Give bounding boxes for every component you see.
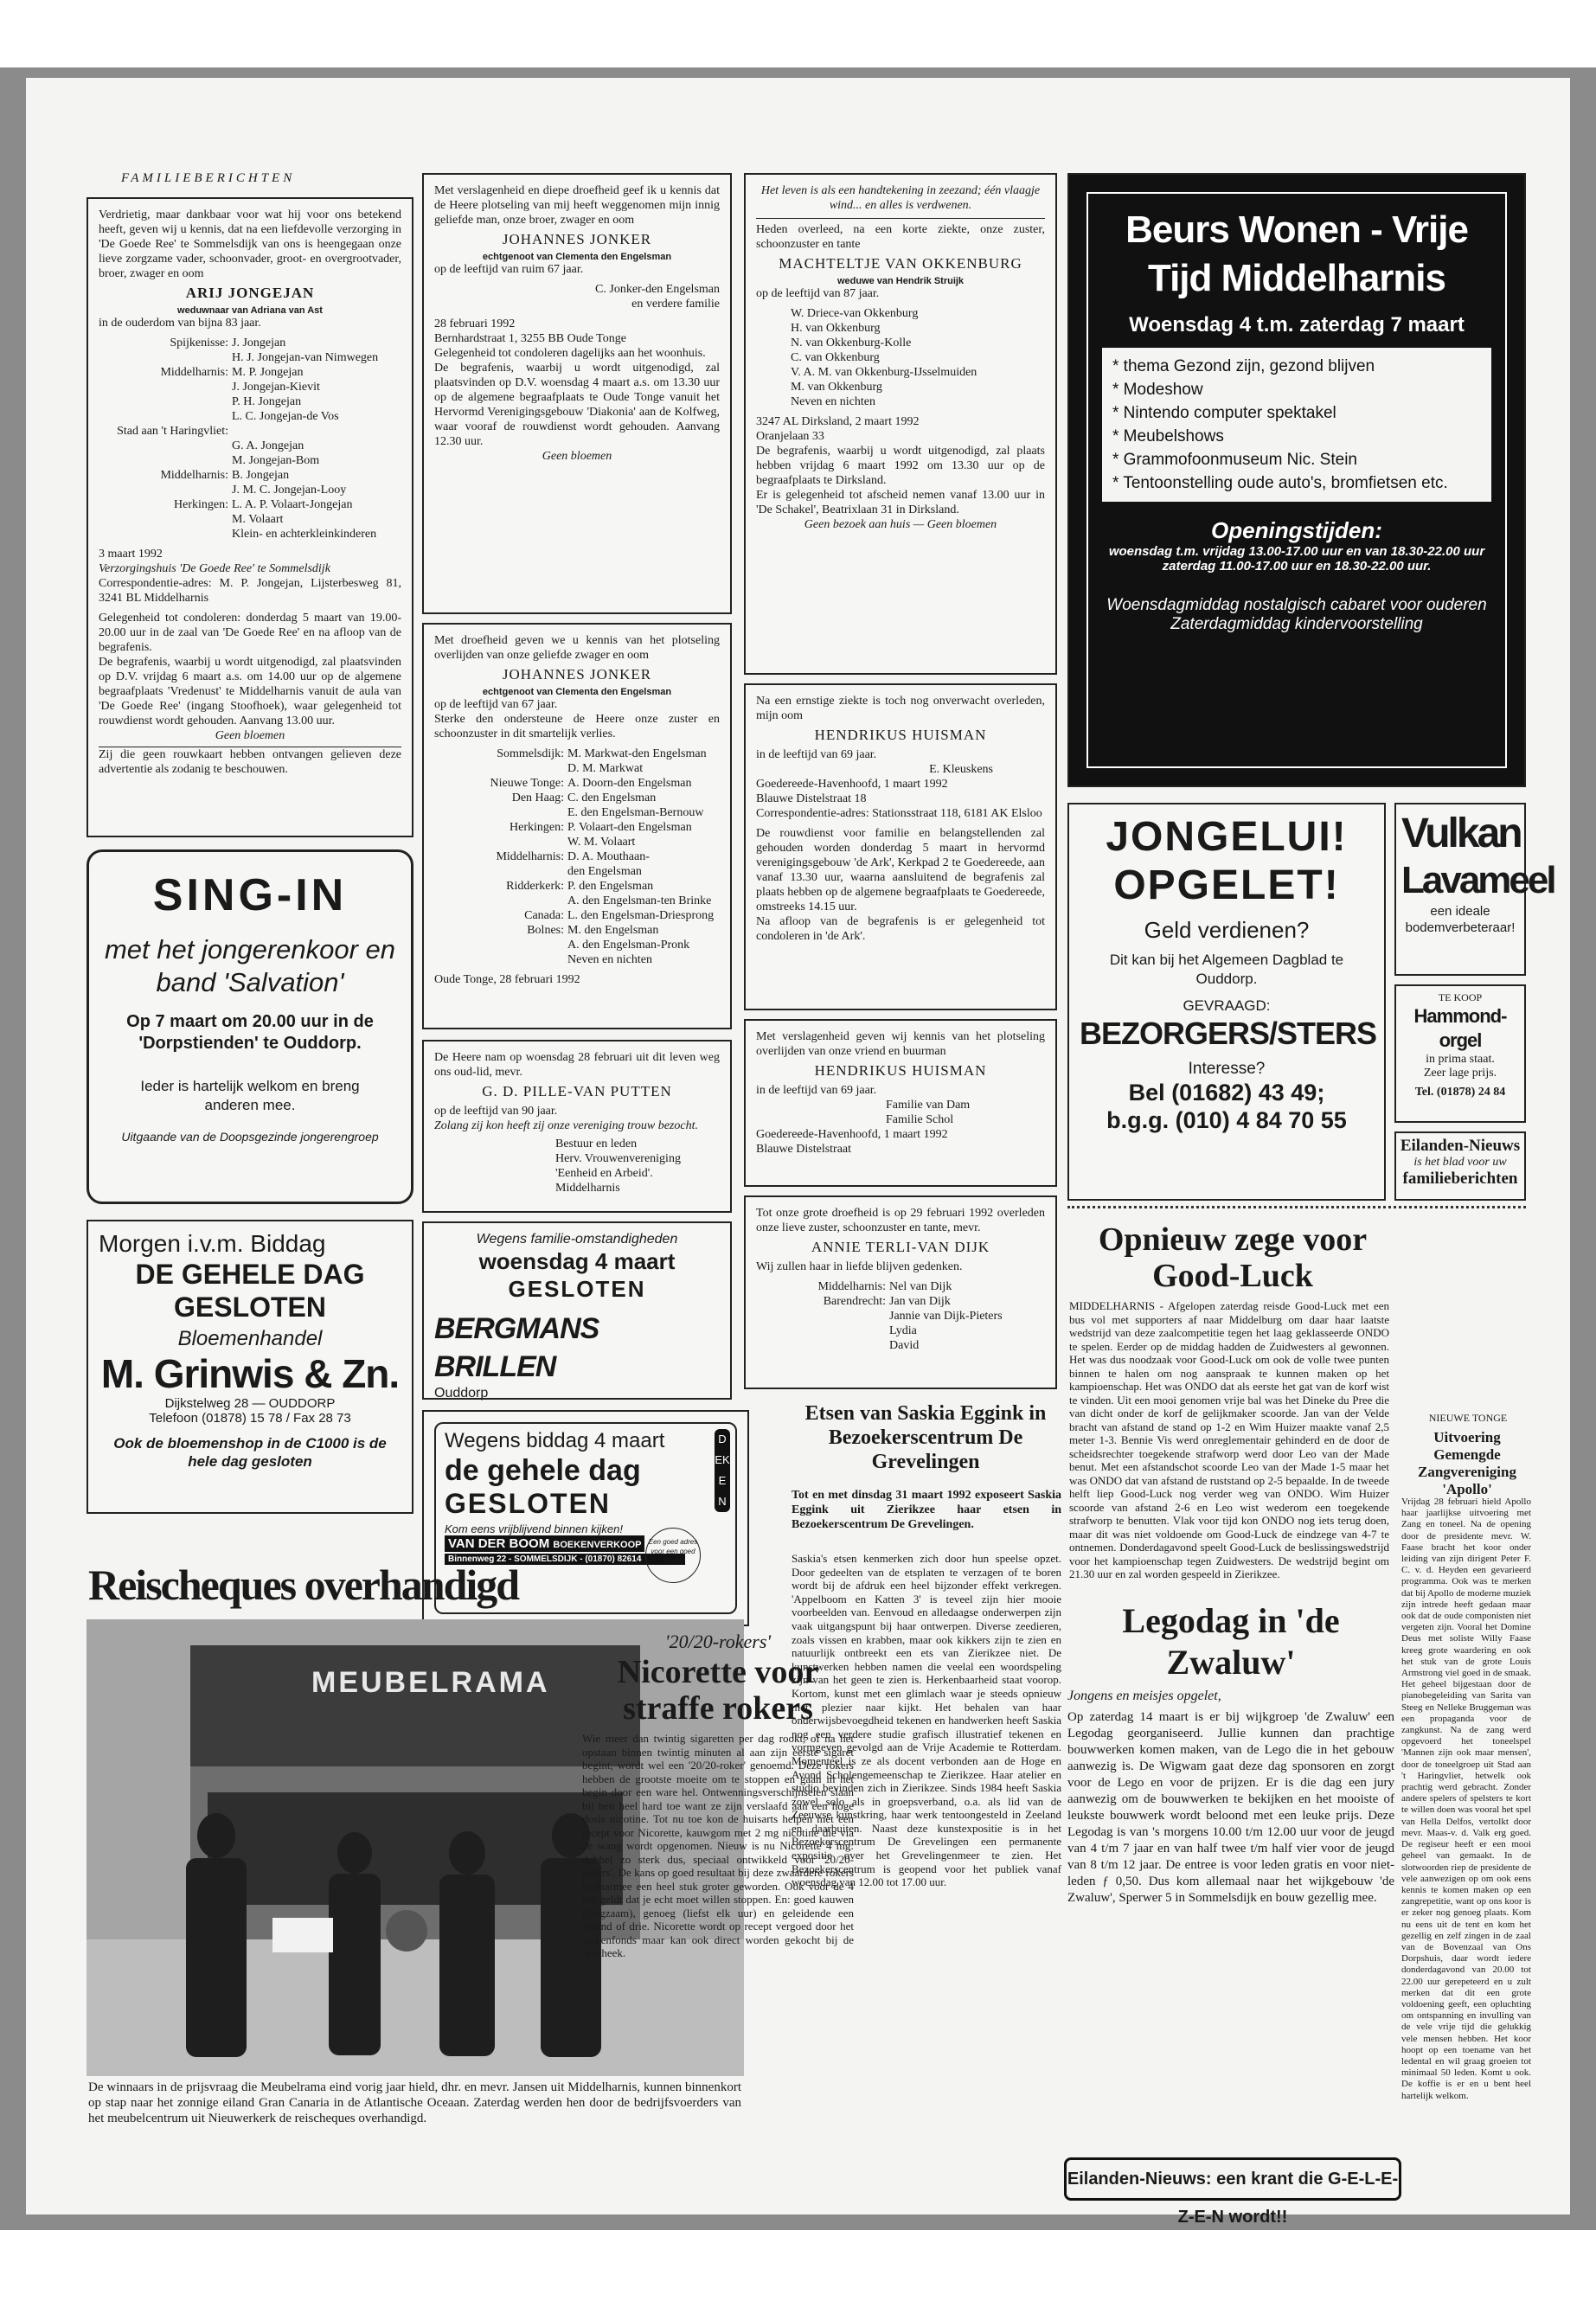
deceased-name: ARIJ JONGEJAN — [185, 285, 315, 301]
family-row — [99, 512, 401, 527]
family-member: Lydia — [889, 1324, 917, 1337]
family-row — [99, 468, 401, 483]
line4: Kom eens vrijblijvend binnen kijken! — [445, 1522, 623, 1535]
place: Ouddorp — [434, 1386, 489, 1400]
family-place — [99, 409, 232, 424]
family-list — [756, 1279, 1045, 1353]
family-member: D. A. Mouthaan- — [567, 850, 650, 863]
subtitle: met het jongerenkoor en band 'Salvation' — [104, 934, 396, 997]
correspondence: Correspondentie-adres: Stationsstraat 118, 6181 AK Elsloo — [756, 807, 1042, 820]
family-member: M. van Okkenburg — [791, 381, 882, 394]
when: Op 7 maart om 20.00 uur in de 'Dorpstienden' te Ouddorp. — [126, 1012, 374, 1053]
family-member: L. den Engelsman-Driesprong — [567, 909, 715, 922]
line3: in prima staat. — [1426, 1053, 1495, 1066]
ad-eilanden-nieuws — [1394, 1131, 1526, 1201]
note: Zij die geen rouwkaart hebben ontvangen gelieven deze advertentie als zodanig te beschouwen. — [99, 748, 401, 776]
family-place: Spijkenisse: — [170, 336, 228, 349]
family-member: A. Doorn-den Engelsman — [567, 777, 692, 790]
intro: Tot onze grote droefheid is op 29 februari 1992 overleden onze lieve zuster, schoonzuster en tante, mevr. — [756, 1207, 1045, 1234]
text: Sterke den ondersteune de Heere onze zuster en schoonzuster in dit smartelijk verlies. — [434, 713, 720, 740]
obituary-jonker-1 — [422, 173, 732, 614]
family-row — [99, 483, 401, 497]
family-place — [756, 1309, 889, 1324]
family-row — [434, 894, 720, 908]
family-place: Stad aan 't Haringvliet: — [117, 425, 228, 438]
family-row — [434, 879, 720, 894]
no-flowers: Geen bloemen — [215, 729, 285, 742]
program-item: * Modeshow — [1112, 381, 1203, 399]
family-place: Bolnes: — [527, 924, 564, 937]
family-row — [434, 849, 720, 864]
family-member: M. den Engelsman — [567, 924, 659, 937]
family-member: Jannie van Dijk-Pieters — [889, 1310, 1003, 1323]
deceased-name: G. D. PILLE-VAN PUTTEN — [482, 1083, 672, 1099]
family-place: Ridderkerk: — [506, 880, 564, 893]
nicorette-body: Wie meer dan twintig sigaretten per dag rookt, of na het opstaan binnen twintig minuten al aan zijn eerste sigaret begint, wordt wel een '20/20-roker' genoemd. Deze rokers hebben de grootste moeite om te stoppen en gaan in het begin door een ware hel. Ontwenningsverschijnselen slaan bij hen heel hard toe want ze zijn verslaafd aan een hoge dosis nicotine. Tot nu toe kon de huisarts helpen met een recept voor Nicorette, kauwgom met 2 mg nicotine die via de wang wordt opgenomen. Nieuw is nu Nicorette 4 mg: dubbel zo sterk dus, speciaal ontwikkeld voor '20/20-rokers'. De kans op goed resultaat bij deze zwaardere rokers is daarmee een heel stuk groter geworden. Ook voor de 4 mg geldt dat je echt moet willen stoppen. En: goed kauwen (langzaam), genoeg (liefst elk uur) en geleidende een maand of drie. Nicorette wordt op recept vergoed door het ziekenfonds maar kan ook direct worden gekocht bij de apotheek. — [582, 1732, 854, 1959]
obituary-pille — [422, 1040, 732, 1213]
signer: E. Kleuskens — [929, 763, 993, 776]
address: Blauwe Distelstraat — [756, 1143, 852, 1156]
family-member: A. den Engelsman-Pronk — [567, 939, 690, 952]
line2: woensdag 4 maart — [478, 1248, 676, 1274]
phone: Telefoon (01878) 15 78 / Fax 28 73 — [149, 1411, 351, 1426]
body: Op zaterdag 14 maart is er bij wijkgroep 'de Zwaluw' een Legodag georganiseerd. Jullie kunnen dan prachtige bouwwerken komen maken, van de Lego die in het gebouw aanwezig is. De Wigwam gaat deze dag sponsoren en zorgt voor de Lego en voor de prijzen. Er is die dag een jury aanwezig om de bouwwerken te bekijken en het mooiste of leukste bouwwerk wordt beloond met een leuke prijs. Deze Legodag is van 's morgens 10.00 t/m 12.00 uur voor de jeugd van 4 t/m 7 jaar en van half twee t/m half vier voor de jeugd van 8 t/m 12 jaar. De entree is voor leden gratis en voor niet-leden ƒ 0,50. Dus kom allemaal naar het wijkgebouw 'de Zwaluw', Sperwer 5 in Sommelsdijk en bouw gezellig mee. — [1067, 1710, 1394, 1905]
age: in de leeftijd van 69 jaar. — [756, 748, 877, 761]
family-row — [756, 1338, 1045, 1353]
opening-1: woensdag t.m. vrijdag 13.00-17.00 uur en van 18.30-22.00 uur — [1108, 544, 1485, 559]
family-place — [434, 894, 567, 908]
family-row — [434, 747, 720, 761]
shop-name: M. Grinwis & Zn. — [100, 1351, 400, 1396]
no-flowers: Geen bloemen — [542, 450, 612, 463]
family-member: J. Jongejan — [232, 336, 286, 349]
family-row — [99, 497, 401, 512]
family-row — [434, 908, 720, 923]
family-place: Middelharnis: — [160, 469, 228, 482]
badge: Een goed adres voor een goed boek! — [645, 1528, 701, 1583]
family-member: V. A. M. van Okkenburg-IJsselmuiden — [791, 366, 977, 379]
ad-bergmans — [422, 1221, 732, 1400]
opening-title: Openingstijden: — [1211, 517, 1382, 543]
no-flowers: Geen bezoek aan huis — Geen bloemen — [804, 518, 997, 531]
family-member: W. M. Volaart — [567, 836, 636, 849]
family-place — [99, 439, 232, 453]
family-place — [99, 527, 232, 542]
family-row — [99, 409, 401, 424]
family-place: Canada: — [524, 909, 564, 922]
footer-banner: Eilanden-Nieuws: een krant die G-E-L-E-Z-E-N wordt!! — [1064, 2157, 1401, 2201]
line1: TE KOOP — [1438, 991, 1483, 1003]
family-member: M. P. Jongejan — [232, 366, 304, 379]
intro: Met verslagenheid en diepe droefheid geef ik u kennis dat de Heere plotseling van mij heeft weggenomen mijn innig geliefde man, onze broer, zwager en oom — [434, 184, 720, 227]
obituary-huisman-1 — [744, 683, 1057, 1010]
family-place: Middelharnis: — [817, 1280, 886, 1293]
age: in de leeftijd van 69 jaar. — [756, 1084, 877, 1097]
place: Oude Tonge, 28 februari 1992 — [434, 973, 580, 986]
family-member: J. M. C. Jongejan-Looy — [232, 484, 347, 497]
place: Verzorgingshuis 'De Goede Ree' te Sommelsdijk — [99, 562, 330, 575]
photo-sign: MEUBELRAMA — [311, 1666, 550, 1699]
family-place — [99, 394, 232, 409]
family-member: Neven en nichten — [567, 953, 652, 966]
family-row — [99, 453, 401, 468]
age: op de leeftijd van 87 jaar. — [756, 287, 880, 300]
spouse: weduwnaar van Adriana van Ast — [177, 305, 323, 316]
line4: Dit kan bij het Algemeen Dagblad te Ouddorp. — [1109, 952, 1344, 987]
family-member: H. J. Jongejan-van Nimwegen — [232, 351, 379, 364]
family-row — [756, 1309, 1045, 1324]
family-member: Jan van Dijk — [889, 1295, 951, 1308]
line2: de gehele dag — [445, 1454, 641, 1487]
family-row — [99, 439, 401, 453]
intro: Verdrietig, maar dankbaar voor wat hij voor ons betekend heeft, geven wij u kennis, dat na een liefdevolle verzorging in 'De Goede Ree' te Sommelsdijk van ons is heengegaan onze lieve zorgzame vader, schoonvader, groot- en overgrootvader, broer, zwager en oom — [99, 208, 401, 280]
family-row — [434, 864, 720, 879]
program-item: * Tentoonstelling oude auto's, bromfietsen etc. — [1112, 474, 1448, 492]
family-member: Klein- en achterkleinkinderen — [232, 528, 377, 541]
shop-name — [445, 1535, 644, 1552]
headline-reischeques: Reischeques overhandigd — [88, 1561, 519, 1609]
line1: Vulkan — [1401, 811, 1521, 856]
eggink-body: Saskia's etsen kenmerken zich door hun speelse opzet. Door gedeelten van de etsplaten te verzagen of te boren wordt bij de afdruk een heel bijzonder effekt verkregen. 'Appelboom en Katten 3' is teveel zijn hier mooie voorbeelden van. Eenvoud en alledaagse onderwerpen zijn vaak uitgangspunt bij haar ontwerpen. Diverse zeedieren, zoals vissen en krabben, maar ook kikkers zijn te zien en natuurlijk ontbreekt een ets van Zierikzee niet. De kunstwerken hebben namen die veelal een woordspeling zijn van het geen te zien is. Herkenbaarheid staat voorop. Kortom, kunst met een glimlach waar je steeds opnieuw met plezier naar kijkt. Het behalen van haar onderwijsbevoegdheid tekenen en handwerken heeft Saskia nog een verdere studie grafisch illustratief tekenen en vormgeven gevolgd aan de Vrije Academie te Rotterdam. Momenteel is ze als docent verbonden aan de Hoge en Avond Scholengemeenschap te Zierikzee. Haar atelier en studio bevinden zich in Zierikzee. Sinds 1984 heeft Saskia zowel solo als in groepsverband, o.a. als lid van de Zeeuwse kunstkring, haar werk tentoongesteld in Zeeland en daarbuiten. Naast deze kunstexpositie is in het Bezoekerscentrum De Grevelingen een permanente expositie over het Grevelingenmeer te zien. Het Bezoekerscentrum is geopend voor het publiek vanaf woensdag van 12.00 tot 17.00 uur. — [792, 1552, 1061, 1889]
line8: Bel (01682) 43 49; — [1128, 1080, 1325, 1106]
saturday: Zaterdagmiddag kindervoorstelling — [1170, 615, 1423, 633]
line5: Tel. (01878) 24 84 — [1414, 1086, 1506, 1099]
family-place: Herkingen: — [174, 498, 228, 511]
welcome: Ieder is hartelijk welkom en breng anderen mee. — [140, 1078, 360, 1113]
family-place: Den Haag: — [511, 792, 564, 804]
deceased-name: HENDRIKUS HUISMAN — [814, 1062, 987, 1079]
line3: GESLOTEN — [173, 1292, 326, 1323]
family-member: B. Jongejan — [232, 469, 290, 482]
family-member: C. den Engelsman — [567, 792, 657, 804]
shop-name-text: VAN DER BOOM — [448, 1536, 550, 1551]
deceased-name: ANNIE TERLI-VAN DIJK — [811, 1239, 990, 1255]
sign-line: Middelharnis — [555, 1182, 620, 1195]
family-place — [99, 483, 232, 497]
obituary-van-okkenburg — [744, 173, 1057, 675]
date: 3 maart 1992 — [99, 548, 163, 561]
family-member: L. C. Jongejan-de Vos — [232, 410, 339, 423]
family-member: D. M. Markwat — [567, 762, 644, 775]
nicorette-headline: Nicorette voor straffe rokers — [617, 1654, 819, 1727]
nicorette-kicker: '20/20-rokers' — [664, 1631, 772, 1652]
family-row — [99, 424, 401, 439]
funeral: De begrafenis, waarbij u wordt uitgenodigd, zal plaats hebben vrijdag 6 maart 1992 om 13.30 uur op de begraafplaats te Dirksland. — [756, 445, 1045, 487]
family-place — [99, 380, 232, 394]
family-row — [434, 761, 720, 776]
line7: Interesse? — [1188, 1060, 1266, 1078]
article-legodag — [1067, 1600, 1394, 2163]
obituary-jongejan — [87, 197, 413, 837]
family-row — [756, 1324, 1045, 1338]
address: Blauwe Distelstraat 18 — [756, 792, 867, 805]
intro: Heden overleed, na een korte ziekte, onze zuster, schoonzuster en tante — [756, 218, 1045, 252]
apollo-headline: Uitvoering Gemengde Zangvereniging 'Apollo' — [1418, 1429, 1516, 1497]
family-place: Middelharnis: — [496, 850, 564, 863]
line2: OPGELET! — [1113, 862, 1340, 908]
apollo-kicker: NIEUWE TONGE — [1428, 1412, 1508, 1424]
family-row — [99, 336, 401, 350]
family-member: J. Jongejan-Kievit — [232, 381, 320, 394]
text: Zolang zij kon heeft zij onze vereniging trouw bezocht. — [434, 1119, 698, 1132]
footnote: Ook de bloemenshop in de C1000 is de hele dag gesloten — [113, 1435, 387, 1470]
family-place — [434, 835, 567, 849]
goodluck-body-1 — [1069, 1299, 1389, 1593]
line1: Morgen i.v.m. Biddag — [99, 1230, 326, 1257]
family-place: Middelharnis: — [160, 366, 228, 379]
program-item: * Nintendo computer spektakel — [1112, 404, 1336, 422]
family-row — [434, 791, 720, 805]
shop-name: BERGMANS BRILLEN — [434, 1312, 599, 1383]
family-member: M. Markwat-den Engelsman — [567, 747, 707, 760]
family-row — [434, 938, 720, 952]
condolence: Gelegenheid tot condoleren dagelijks aan het woonhuis. — [434, 347, 706, 360]
newspaper-page — [26, 78, 1570, 2227]
eggink-lead: Tot en met dinsdag 31 maart 1992 exposeert Saskia Eggink uit Zierikzee haar etsen in Bezoekerscentrum De Grevelingen. — [792, 1489, 1061, 1531]
intro: Na een ernstige ziekte is toch nog onverwacht overleden, mijn oom — [756, 695, 1045, 722]
intro: Met verslagenheid geven wij kennis van het plotseling overlijden van onze vriend en buurman — [756, 1030, 1045, 1058]
line6: BEZORGERS/STERS — [1080, 1016, 1377, 1051]
family-place — [99, 453, 232, 468]
family-member: M. Volaart — [232, 513, 284, 526]
side-label: DEKEN — [715, 1429, 730, 1512]
line2: DE GEHELE DAG — [135, 1259, 365, 1290]
shop-type: Bloemenhandel — [177, 1327, 323, 1350]
family-place: Barendrecht: — [823, 1295, 886, 1308]
funeral: De begrafenis, waarbij u wordt uitgenodigd, zal plaatsvinden op D.V. woensdag 4 maart a.s. om 13.30 uur op de algemene begraafplaats te Oude Tonge vanuit het Hervormd Verenigingsgebouw 'Diakonia' aan de Kolfweg, waar vooraf de rouwdienst wordt gehouden. Aanvang 12.30 uur. — [434, 362, 720, 448]
ad-beurs — [1067, 173, 1526, 787]
family-member: den Engelsman — [567, 865, 642, 878]
title: SING-IN — [152, 870, 348, 920]
intro: De Heere nam op woensdag 28 februari uit dit leven weg ons oud-lid, mevr. — [434, 1051, 720, 1079]
family-member: N. van Okkenburg-Kolle — [791, 336, 912, 349]
family-row — [434, 835, 720, 849]
family-row — [434, 820, 720, 835]
address: Dijkstelweg 28 — OUDDORP — [164, 1396, 336, 1411]
spouse: echtgenoot van Clementa den Engelsman — [482, 687, 672, 697]
obituary-jonker-2 — [422, 623, 732, 1029]
family-place: Sommelsdijk: — [497, 747, 564, 760]
age: op de leeftijd van 67 jaar. — [434, 698, 558, 711]
family-place — [434, 805, 567, 820]
line5: GEVRAAGD: — [1183, 997, 1271, 1014]
family-member: C. van Okkenburg — [791, 351, 880, 364]
signature — [555, 1137, 720, 1195]
date: Goedereede-Havenhoofd, 1 maart 1992 — [756, 1128, 948, 1141]
family-member: Nel van Dijk — [889, 1280, 952, 1293]
family-place — [434, 952, 567, 967]
age: in de ouderdom van bijna 83 jaar. — [99, 317, 261, 330]
program — [1102, 348, 1491, 502]
family-row — [434, 952, 720, 967]
photo-caption: De winnaars in de prijsvraag die Meubelrama eind vorig jaar hield, dhr. en mevr. Jansen uit Middelharnis, kunnen binnenkort op stap naar het zonnige eiland Gran Canaria in de Atlantische Oceaan. Zaterdag werden hen door de bedrijfsvoerders van het meubelcentrum uit Nieuwerkerk de reischeques overhandigd. — [88, 2080, 741, 2125]
line3: GESLOTEN — [508, 1276, 646, 1302]
line1: Eilanden-Nieuws — [1400, 1137, 1521, 1155]
program-item: * thema Gezond zijn, gezond blijven — [1112, 357, 1375, 375]
opening-2: zaterdag 11.00-17.00 uur en 18.30-22.00 uur. — [1162, 559, 1432, 574]
line9: b.g.g. (010) 4 84 70 55 — [1106, 1107, 1347, 1133]
line3: een ideale bodemverbeteraar! — [1405, 904, 1516, 935]
family-place — [99, 512, 232, 527]
funeral: De begrafenis, waarbij u wordt uitgenodigd, zal plaatsvinden op D.V. vrijdag 6 maart a.s. om 14.00 uur op de algemene begraafplaats 'Vredenust' te Middelharnis vanuit de aula van 'De Goede Ree' (ingang Stoofhoek), waar gelegenheid tot rouwdienst wordt gehouden. Aanvang 13.00 uur. — [99, 656, 401, 727]
spouse: echtgenoot van Clementa den Engelsman — [482, 252, 672, 262]
apollo-body: Vrijdag 28 februari hield Apollo haar jaarlijkse uitvoering met Zang en toneel. Na de opening door de presidente mevr. W. Faase bracht het koor onder leiding van zijn dirigent Peter F. C. v. d. Heyden een gevarieerd programma. Ook was te merken dat bij Apollo de moderne muziek zijn intrede heeft gedaan maar ook dat de oude componisten niet vergeten zijn. Vooral het Domine Deus met soliste Willy Faase kreeg grote waardering en ook het stuk van de grote Louis Armstrong viel goed in de smaak. Het geheel bijgestaan door de pianobegeleiding van Sarita van Steeg en Nelleke Bruggeman was een propaganda voor de zangkunst. Na de zang werd opgevoerd het toneelspel 'Mannen zijn ook maar mensen', door de toneelgroep uit Stad aan 't Haringvliet, hetwelk ook prachtig werd gebracht. Zonder andere spelers of spelsters te kort te willen doen was vooral het spel van Hella Delfos, vertolkt door mevr. Maas-v. d. Valk erg goed. De regiseur heeft er een mooi geheel van gemaakt. In de slotwoorden riep de presidente de vele aanwezigen op om ook eens kennis te komen maken op een zangrepetitie, want op ons koor is er zeker nog genoeg plaats. Kom nu eens uit de tent en kom het gezellig en zelf zingen in de zaal van de Bovenzaal van Ons Dorpshuis, daar wordt iedere donderdagavond van 20.00 tot 22.00 uur gerepeteerd en u zult merken dat dit een grote voldoening geeft, een opluchting om ontspanning en invulling van de vele vrije tijd die gelukkig vele mensen hebben. Het koor hoopt op een toename van het ledental en wil graag groeien tot minimaal 50 leden. Komt u ook. De koffie is er en u bent heel hartelijk welkom. — [1401, 1497, 1531, 2101]
family-place — [756, 1324, 889, 1338]
signer: Familie Schol — [886, 1113, 954, 1126]
condolence: Er is gelegenheid tot afscheid nemen vanaf 13.00 uur in 'De Schakel', Beatrixlaan 31 in Dirksland. — [756, 489, 1045, 516]
family-row — [434, 776, 720, 791]
family-member: G. A. Jongejan — [232, 439, 304, 452]
family-row — [756, 1279, 1045, 1294]
line2: Hammond-orgel — [1413, 1005, 1507, 1051]
line4: Zeer lage prijs. — [1423, 1067, 1497, 1080]
ad-sing-in — [87, 849, 413, 1204]
goodluck-headline: Opnieuw zege voor Good-Luck — [1098, 1221, 1368, 1294]
family-member: L. A. P. Volaart-Jongejan — [232, 498, 353, 511]
spouse: weduwe van Hendrik Struijk — [836, 276, 965, 286]
address: Oranjelaan 33 — [756, 430, 824, 443]
line3: Geld verdienen? — [1144, 917, 1310, 943]
family-row — [756, 1294, 1045, 1309]
family-place — [434, 761, 567, 776]
family-member: P. Volaart-den Engelsman — [567, 821, 692, 834]
title: Beurs Wonen - Vrije Tijd Middelharnis — [1125, 208, 1468, 299]
family-place — [434, 864, 567, 879]
deceased-name: HENDRIKUS HUISMAN — [814, 727, 987, 743]
line1: JONGELUI! — [1106, 814, 1348, 860]
obituary-huisman-2 — [744, 1019, 1057, 1187]
family-row — [99, 527, 401, 542]
family-place: Herkingen: — [510, 821, 564, 834]
age: op de leeftijd van 90 jaar. — [434, 1105, 558, 1118]
after: Na afloop van de begrafenis is er gelegenheid tot condoleren in 'de Ark'. — [756, 915, 1045, 943]
family-member: David — [889, 1339, 920, 1352]
wednesday: Woensdagmiddag nostalgisch cabaret voor ouderen — [1106, 596, 1487, 614]
address: Binnenweg 22 - SOMMELSDIJK - (01870) 82614 — [445, 1554, 685, 1565]
sign-line: Bestuur en leden — [555, 1138, 638, 1150]
line1: Wegens familie-omstandigheden — [476, 1232, 678, 1247]
line3: familieberichten — [1402, 1170, 1518, 1188]
section-header: FAMILIEBERICHTEN — [121, 171, 296, 185]
ad-orgel — [1394, 984, 1526, 1123]
obituary-terli — [744, 1195, 1057, 1389]
line2: is het blad voor uw — [1413, 1156, 1507, 1169]
headline: Legodag in 'de Zwaluw' — [1122, 1601, 1340, 1682]
family-member: W. Driece-van Okkenburg — [791, 307, 919, 320]
line1: Wegens biddag 4 maart — [445, 1429, 665, 1452]
family-member: E. den Engelsman-Bernouw — [567, 806, 704, 819]
ad-jongelui — [1067, 803, 1386, 1201]
family-place — [99, 350, 232, 365]
family-member: Neven en nichten — [791, 395, 875, 408]
program-item: * Grammofoonmuseum Nic. Stein — [1112, 451, 1357, 469]
family-member: P. H. Jongejan — [232, 395, 302, 408]
address: Bernhardstraat 1, 3255 BB Oude Tonge — [434, 332, 626, 345]
organizer: Uitgaande van de Doopsgezinde jongerengroep — [121, 1130, 379, 1144]
intro: Met droefheid geven we u kennis van het plotseling overlijden van onze geliefde zwager en oom — [434, 634, 720, 662]
deceased-name: MACHTELTJE VAN OKKENBURG — [779, 255, 1022, 272]
service: De rouwdienst voor familie en belangstellenden zal gehouden worden donderdag 5 maart in hervormd verenigingsgebouw 'de Ark', Kerkpad 2 te Goedereede, aan vanaf 13.30 uur, waarna aansluitend de begrafenis zal plaats hebben op de algemene begraafplaats te Goedereede, omstreeks 14.15 uur. — [756, 827, 1045, 913]
sign-line: Herv. Vrouwenvereniging — [555, 1152, 681, 1165]
family-list — [791, 306, 1045, 409]
line3: GESLOTEN — [445, 1488, 612, 1519]
age: op de leeftijd van ruim 67 jaar. — [434, 263, 584, 276]
family-row — [99, 350, 401, 365]
family-row — [434, 923, 720, 938]
text: Wij zullen haar in liefde blijven gedenken. — [756, 1260, 963, 1273]
family-list — [434, 747, 720, 967]
line2: Lavameel — [1401, 859, 1554, 901]
family-row — [99, 380, 401, 394]
family-list — [99, 336, 401, 542]
eggink-headline: Etsen van Saskia Eggink in Bezoekerscentrum De Grevelingen — [804, 1402, 1047, 1473]
family-place: Nieuwe Tonge: — [490, 777, 564, 790]
family-row — [99, 365, 401, 380]
motto: Het leven is als een handtekening in zeezand; één vlaagje wind... en alles is verdwenen. — [760, 184, 1041, 212]
family-place — [756, 1338, 889, 1353]
family-member: H. van Okkenburg — [791, 322, 881, 335]
signer: Familie van Dam — [886, 1099, 971, 1112]
deceased-name: JOHANNES JONKER — [502, 231, 652, 247]
family-member: M. Jongejan-Bom — [232, 454, 320, 467]
ad-vulkan — [1394, 803, 1554, 976]
family-row — [434, 805, 720, 820]
goodluck-body: MIDDELHARNIS - Afgelopen zaterdag reisde Good-Luck met een bus vol met supporters af naar Middelburg om daar haar laatste wedstrijd van deze zaalcompetitie tegen het laag geklasseerde ONDO te spelen. Eerder op de middag hadden de Zuidwesters al gewonnen. Het was dus noodzaak voor Good-Luck om ook de volle twee punten binnen te halen om nog aanspraak te kunnen maken op het kampioenschap. Het was ONDO dat als eerste het gat van de korf wist te vinden. Uit een mooi genomen vrije bal was het Dineke du Pree die van dicht onder de korf de gelijkmaker scoorde. Jan van der Velde bracht van afstand de stand op 1-2 en Wim Huizer maakte vanaf 2,5 meter 1-3. Bennie Vis werd onreglementair gehinderd en de door de scheidsrechter toegekende strafworp werd door Leo van der Made benut. Met een afstandschot scoorde Leo van der Made 1-5 maar het was ONDO dat van afstand de ruststand op 2-5 bepaalde. In de tweede helft liep Good-Luck nog verder weg van ONDO. Wim Huizer scoorde van afstand 2-6 en Leo wist wederom een toegekende strafworp te benutten. Vlak voor tijd kon ONDO nog iets terug doen, maar dit was niet voldoende om Good-Luck de eindzege van 4-7 te ontnemen. Donderdagavond speelt Good-Luck de beslissingswedstrijd voor het kampioenschap tegen Zuidwesters. De wedstrijd begint om 21.30 uur en zal worden gespeeld in Zierikzee. — [1069, 1299, 1389, 1580]
condolence: Gelegenheid tot condoleren: donderdag 5 maart van 19.00-20.00 uur in de zaal van 'De Goede Ree' en na afloop van de begrafenis. — [99, 612, 401, 654]
family-member: P. den Engelsman — [567, 880, 654, 893]
ad-grinwis — [87, 1220, 413, 1514]
program-item: * Meubelshows — [1112, 427, 1224, 445]
divider — [1067, 1206, 1526, 1214]
family-member: A. den Engelsman-ten Brinke — [567, 894, 712, 907]
dates: Woensdag 4 t.m. zaterdag 7 maart — [1129, 313, 1465, 336]
date: 3247 AL Dirksland, 2 maart 1992 — [756, 415, 920, 428]
signer: C. Jonker-den Engelsman — [595, 283, 720, 296]
family-place — [434, 938, 567, 952]
signer-2: en verdere familie — [631, 298, 720, 311]
shop-name-sub: BOEKENVERKOOP — [553, 1540, 642, 1550]
kicker: Jongens en meisjes opgelet, — [1067, 1689, 1221, 1703]
family-row — [99, 394, 401, 409]
correspondence: Correspondentie-adres: M. P. Jongejan, Lijsterbesweg 81, 3241 BL Middelharnis — [99, 577, 401, 605]
date: Goedereede-Havenhoofd, 1 maart 1992 — [756, 778, 948, 791]
deceased-name: JOHANNES JONKER — [502, 666, 652, 683]
sign-line: 'Eenheid en Arbeid'. — [555, 1167, 653, 1180]
date: 28 februari 1992 — [434, 317, 516, 330]
